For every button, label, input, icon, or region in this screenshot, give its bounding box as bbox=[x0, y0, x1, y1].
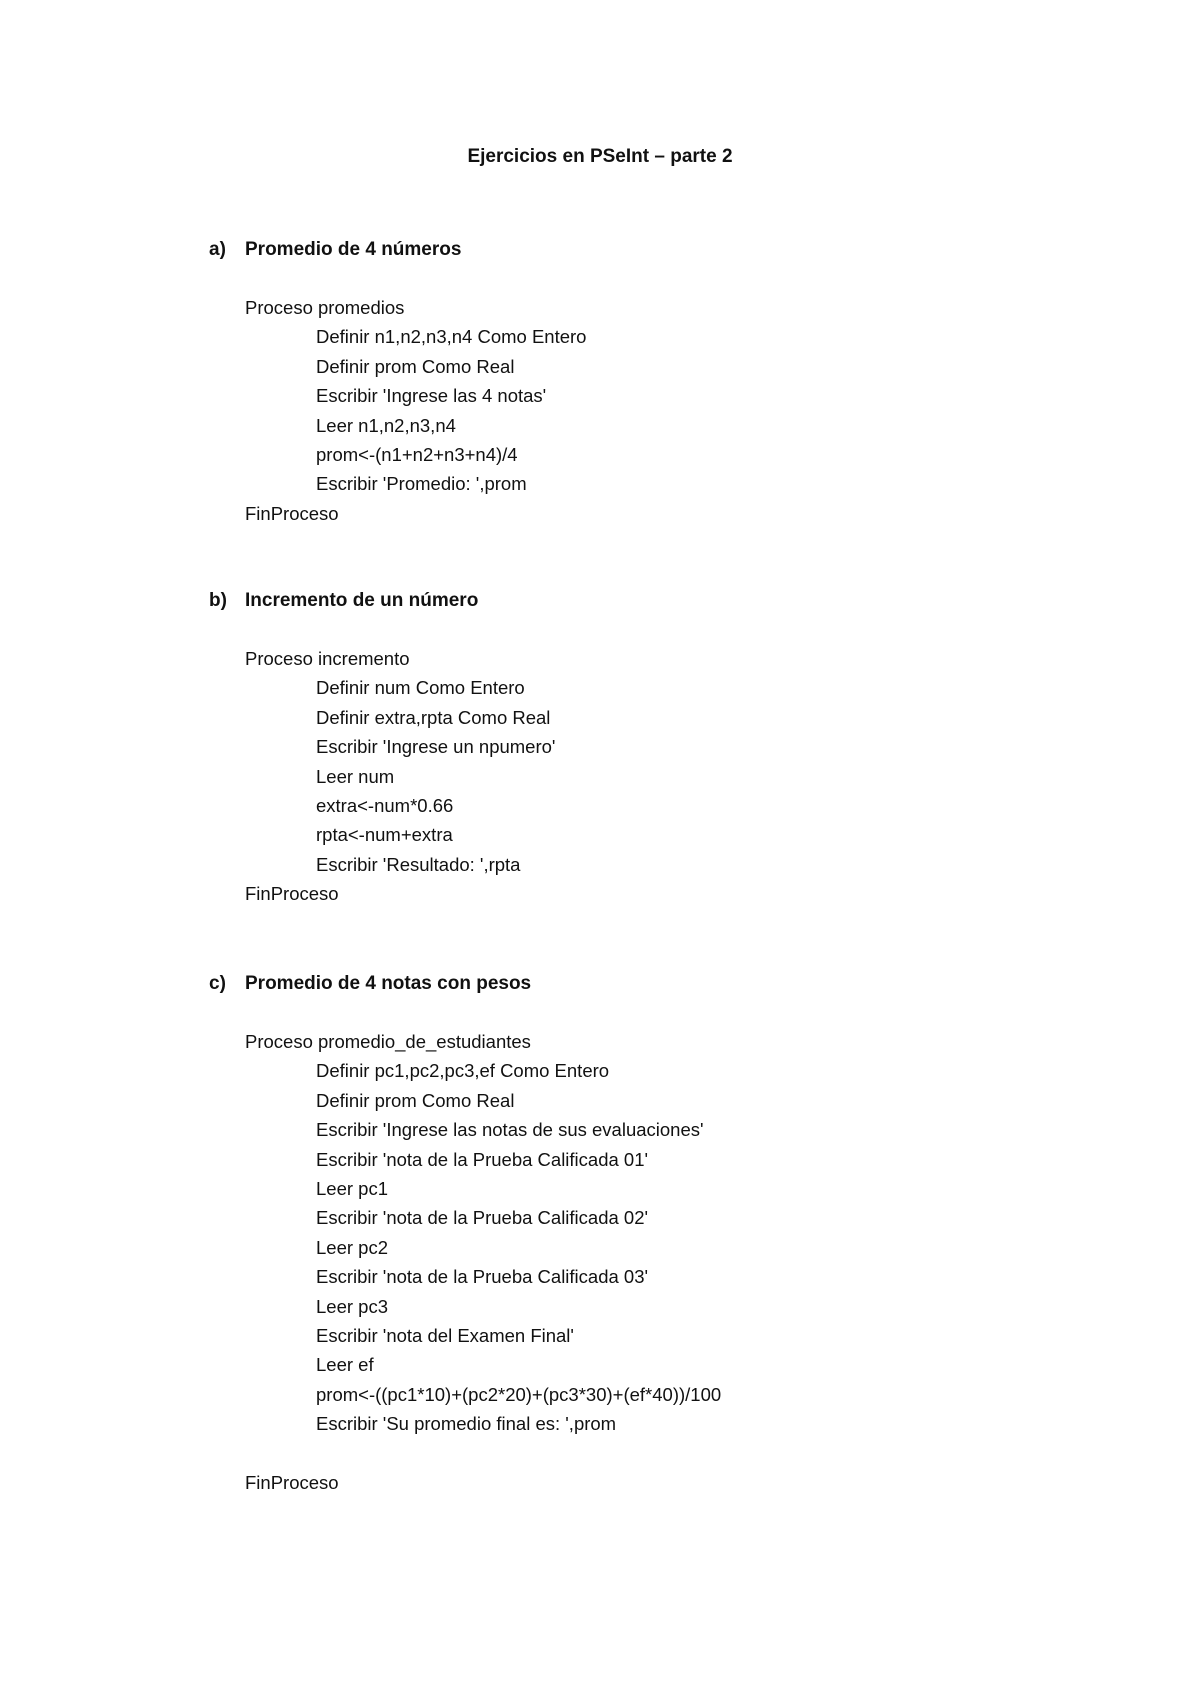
blank-line bbox=[0, 1438, 1200, 1467]
code-line: Escribir 'Su promedio final es: ',prom bbox=[316, 1413, 617, 1435]
code-line: Leer pc2 bbox=[316, 1236, 388, 1258]
section-heading bbox=[0, 587, 1200, 615]
document-title: Ejercicios en PSeInt – parte 2 bbox=[467, 146, 733, 167]
code-line: Proceso promedio_de_estudiantes bbox=[245, 1031, 531, 1052]
code-line: extra<-num*0.66 bbox=[316, 794, 454, 816]
code-line: Leer ef bbox=[316, 1354, 374, 1376]
code-line: Leer n1,n2,n3,n4 bbox=[316, 414, 456, 436]
code-line: Definir prom Como Real bbox=[316, 355, 515, 377]
section-title: Promedio de 4 notas con pesos bbox=[245, 973, 532, 994]
code-line: Definir pc1,pc2,pc3,ef Como Entero bbox=[316, 1060, 610, 1082]
code-block bbox=[0, 644, 1200, 909]
section-c bbox=[0, 970, 1200, 1497]
code-line: Proceso incremento bbox=[245, 648, 410, 669]
code-line: Escribir 'Promedio: ',prom bbox=[316, 473, 527, 495]
code-line: Definir n1,n2,n3,n4 Como Entero bbox=[316, 326, 587, 348]
section-b bbox=[0, 587, 1200, 909]
section-a bbox=[0, 236, 1200, 528]
section-title: Incremento de un número bbox=[245, 590, 479, 611]
code-line: Escribir 'nota de la Prueba Calificada 03' bbox=[316, 1266, 649, 1288]
code-line: Escribir 'nota de la Prueba Calificada 01' bbox=[316, 1148, 649, 1170]
code-line: Leer num bbox=[316, 765, 395, 787]
section-letter: b) bbox=[209, 590, 227, 611]
code-line: Leer pc3 bbox=[316, 1295, 388, 1317]
code-line: FinProceso bbox=[245, 502, 339, 524]
code-line: Definir extra,rpta Como Real bbox=[316, 706, 551, 728]
section-letter: c) bbox=[209, 973, 226, 994]
code-line: FinProceso bbox=[245, 883, 339, 905]
code-line: Escribir 'nota de la Prueba Calificada 02' bbox=[316, 1207, 649, 1229]
code-line: prom<-(n1+n2+n3+n4)/4 bbox=[316, 443, 518, 465]
code-line: Escribir 'Ingrese las 4 notas' bbox=[316, 385, 547, 407]
section-title: Promedio de 4 números bbox=[245, 239, 462, 260]
code-line: Escribir 'nota del Examen Final' bbox=[316, 1324, 574, 1346]
section-heading bbox=[0, 970, 1200, 998]
code-line: rpta<-num+extra bbox=[316, 824, 453, 846]
code-line: Definir prom Como Real bbox=[316, 1089, 515, 1111]
code-line: Escribir 'Ingrese un npumero' bbox=[316, 736, 556, 758]
code-line: prom<-((pc1*10)+(pc2*20)+(pc3*30)+(ef*40))/100 bbox=[316, 1383, 722, 1405]
code-line: Proceso promedios bbox=[245, 297, 405, 318]
code-block bbox=[0, 293, 1200, 528]
code-block bbox=[0, 1027, 1200, 1497]
section-letter: a) bbox=[209, 239, 226, 260]
code-line: Escribir 'Resultado: ',rpta bbox=[316, 853, 521, 875]
code-line: Definir num Como Entero bbox=[316, 677, 525, 699]
code-line: Escribir 'Ingrese las notas de sus evaluaciones' bbox=[316, 1119, 704, 1141]
code-line: FinProceso bbox=[245, 1471, 339, 1493]
code-line: Leer pc1 bbox=[316, 1177, 388, 1199]
section-heading bbox=[0, 236, 1200, 264]
